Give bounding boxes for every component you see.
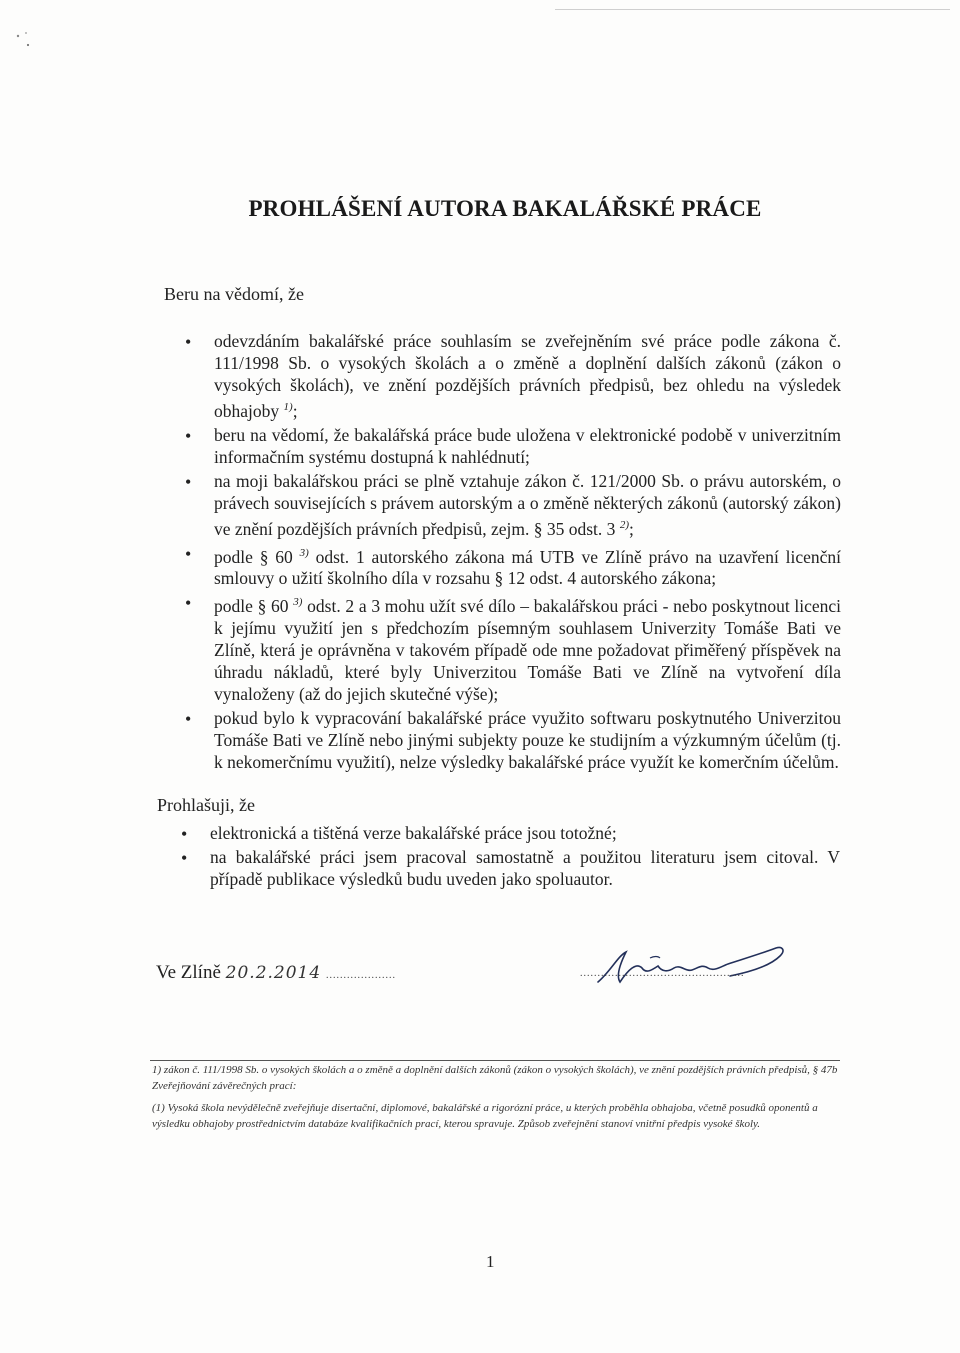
bullet-icon: • — [185, 471, 192, 492]
bullet-icon: • — [181, 848, 188, 868]
page-number: 1 — [486, 1252, 495, 1271]
bullet-icon: • — [185, 543, 192, 564]
signature-line-dots: ............................................... — [580, 968, 745, 979]
scan-edge-line — [555, 9, 950, 10]
footnote-1-detail: (1) Vysoká škola nevýdělečně zveřejňuje disertační, diplomové, bakalářské a rigorózní práce, u kterých proběhla obhajoba, včetně posudků oponentů a výsledku obhajoby prostřednictvím databáze kvalifikačních prací, kterou spravuje. Způsob zveřejnění stanoví vnitřní předpis vysoké školy. — [152, 1102, 818, 1130]
footnote-1: 1) zákon č. 111/1998 Sb. o vysokých školách a o změně a doplnění dalších zákonů (zákon o vysokých školách), ve znění pozdějších právních předpisů, § 47b Zveřejňování závěrečných prací: — [152, 1064, 838, 1092]
list-item: • pokud bylo k vypracování bakalářské práce využito softwaru poskytnutého Univerzitou Tomáše Bati ve Zlíně nebo jinými subjekty pouze ke studijním a výzkumným účelům (tj. k nekomerčnímu využití), nelze výsledky bakalářské práce využít ke komerčním účelům. — [185, 708, 841, 773]
section2-list — [181, 822, 840, 890]
list-item: • beru na vědomí, že bakalářská práce bude uložena v elektronické podobě v univerzitním informačním systému dostupná k nahlédnutí; — [185, 424, 841, 467]
document-title: PROHLÁŠENÍ AUTORA BAKALÁŘSKÉ PRÁCE — [248, 196, 762, 221]
bullet-icon: • — [185, 332, 192, 352]
list-item: • odevzdáním bakalářské práce souhlasím se zveřejněním své práce podle zákona č. 111/1998 Sb. o vysokých školách a o změně a doplnění dalších zákonů (zákon o vysokých školách), ve znění pozdějších právních předpisů, bez ohledu na výsledek obhajoby $^{1)}$; — [185, 331, 841, 421]
signature-place-date — [156, 962, 396, 984]
bullet-icon: • — [185, 593, 192, 614]
handwritten-date: 20.2.2014 — [225, 963, 322, 983]
footnote-separator — [150, 1060, 840, 1061]
footnotes — [152, 1062, 842, 1138]
scan-speck-mark — [14, 30, 32, 48]
list-item: • podle § 60 $^{3)}$ odst. 1 autorského zákona má UTB ve Zlíně právo na uzavření licenční smlouvy o užití školního díla v rozsahu § 12 odst. 4 autorského zákona; — [185, 543, 842, 589]
list-item: • na moji bakalářskou práci se plně vztahuje zákon č. 121/2000 Sb. o právu autorském, o právech souvisejících s právem autorským a o změně některých zákonů (autorský zákon) ve znění pozdějších právních předpisů, zejm. § 35 odst. 3 $^{2)}$; — [185, 470, 841, 539]
date-line-dots: .................... — [325, 970, 396, 981]
section1-intro: Beru na vědomí, že — [164, 284, 304, 304]
list-item: • podle § 60 $^{3)}$ odst. 2 a 3 mohu užít své dílo – bakalářskou práci - nebo poskytnout licenci k jejímu využití jen s předchozím písemným souhlasem Univerzity Tomáše Bati ve Zlíně, která je oprávněna v takovém případě ode mne požadovat přiměřený příspěvek na úhradu nákladů, které byly Univerzitou Tomáše Bati ve Zlíně na vytvoření díla vynaloženy (až do jejich skutečné výše); — [185, 593, 842, 705]
section2-intro: Prohlašuji, že — [157, 795, 255, 815]
bullet-icon: • — [185, 425, 192, 446]
section1-list — [185, 330, 842, 773]
list-item: • elektronická a tištěná verze bakalářské práce jsou totožné; — [181, 823, 617, 844]
bullet-icon: • — [181, 824, 188, 844]
place-label: Ve Zlíně — [156, 962, 221, 983]
bullet-icon: • — [185, 709, 192, 730]
handwritten-signature — [590, 942, 810, 992]
list-item: • na bakalářské práci jsem pracoval samostatně a použitou literaturu jsem citoval. V případě publikace výsledků budu uveden jako spoluautor. — [181, 847, 840, 889]
